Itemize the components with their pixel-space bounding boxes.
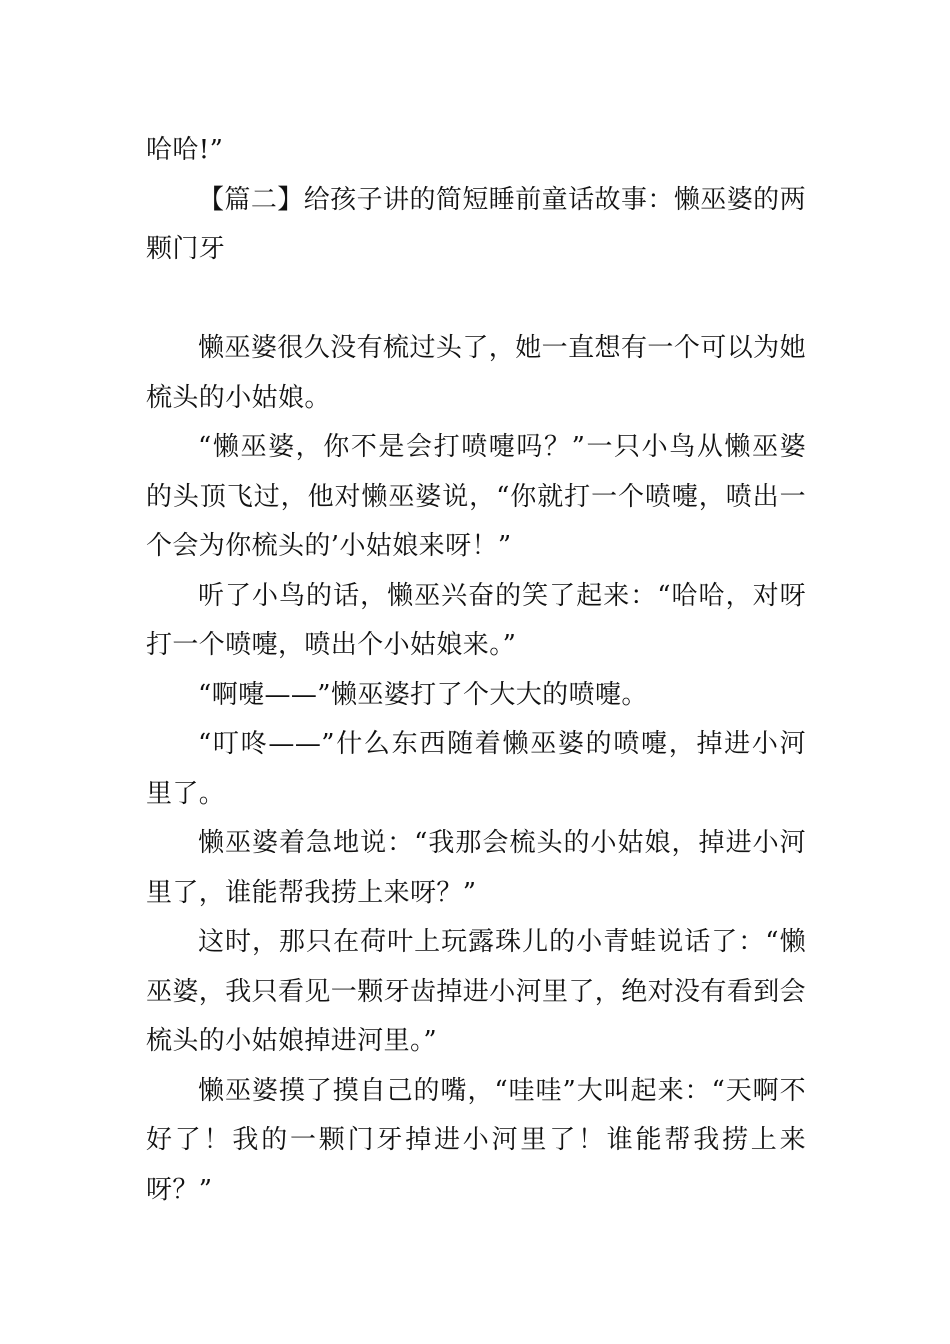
paragraph: “叮咚——”什么东西随着懒巫婆的喷嚏，掉进小河里了。	[146, 729, 806, 809]
blank-line	[146, 275, 806, 325]
paragraph: “啊嚏——”懒巫婆打了个大大的喷嚏。	[198, 679, 648, 710]
section-heading: 【篇二】给孩子讲的简短睡前童话故事：懒巫婆的两颗门牙	[146, 184, 806, 264]
paragraph: 懒巫婆摸了摸自己的嘴，“哇哇”大叫起来：“天啊不好了！我的一颗门牙掉进小河里了！谁能帮我捞上来呀？”	[146, 1075, 806, 1205]
paragraph: 懒巫婆很久没有梳过头了，她一直想有一个可以为她梳头的小姑娘。	[146, 333, 806, 413]
paragraph: 懒巫婆着急地说：“我那会梳头的小姑娘，掉进小河里了，谁能帮我捞上来呀？”	[146, 828, 806, 908]
paragraph: 这时，那只在荷叶上玩露珠儿的小青蛙说话了：“懒巫婆，我只看见一颗牙齿掉进小河里了，绝对没有看到会梳头的小姑娘掉进河里。”	[146, 927, 807, 1056]
paragraph: “懒巫婆，你不是会打喷嚏吗？”一只小鸟从懒巫婆的头顶飞过，他对懒巫婆说，“你就打一个喷嚏，喷出一个会为你梳头的’小姑娘来呀！”	[146, 432, 806, 561]
document-body	[146, 126, 806, 1215]
lead-line: 哈哈!”	[146, 135, 224, 165]
paragraph: 听了小鸟的话，懒巫兴奋的笑了起来：“哈哈，对呀打一个喷嚏，喷出个小姑娘来。”	[146, 580, 806, 660]
